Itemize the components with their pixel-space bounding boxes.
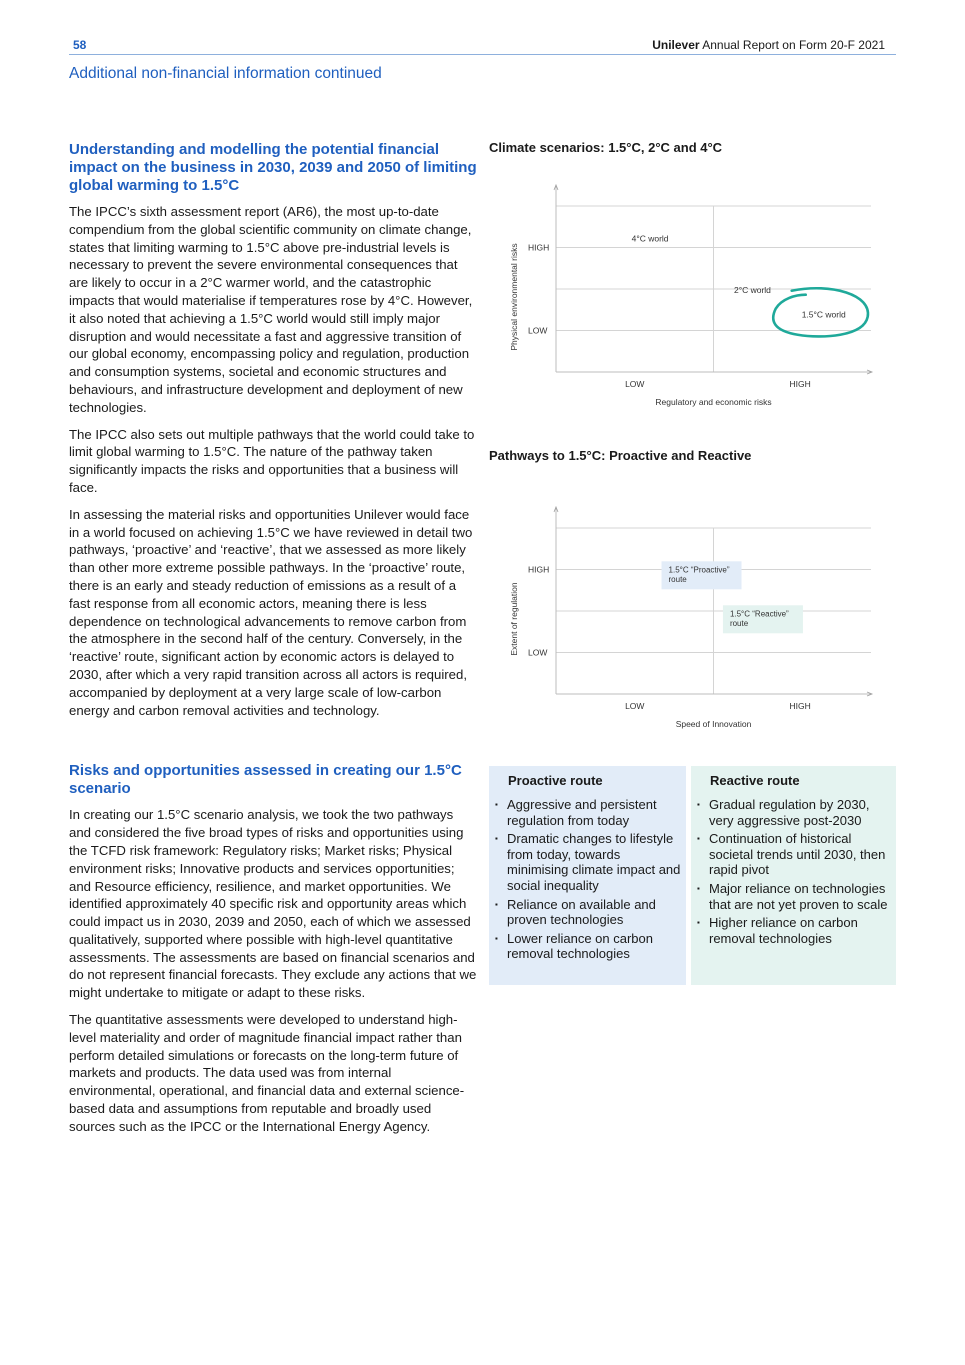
section-label: Additional non-financial information continued: [69, 65, 382, 82]
chart1-title: Climate scenarios: 1.5°C, 2°C and 4°C: [489, 140, 723, 155]
chart2-title: Pathways to 1.5°C: Proactive and Reactive: [489, 448, 752, 463]
pathways-chart: [489, 500, 889, 736]
x-axis-label: Speed of Innovation: [675, 719, 752, 729]
y-tick-label: HIGH: [528, 564, 550, 575]
route-label: route: [668, 574, 687, 584]
list-item: ▪ Dramatic changes to lifestyle from today, towards minimising climate impact and social inequality: [495, 831, 682, 893]
list-item: ▪ Major reliance on technologies that are not yet proven to scale: [697, 881, 892, 912]
page-number: 58: [73, 38, 87, 52]
paragraph: In creating our 1.5°C scenario analysis, we took the two pathways and considered the five broad types of risks and opportunities using the TCFD risk framework: Regulatory risks; Market risks; Physical environment risks; Innovative products and services opportunities; and Resource efficiency, resilience, and market opportunities. We identified approximately 40 specific risk and opportunity areas which could impact us in 2030, 2039 and 2050, each of which we assessed qualitatively, supported where possible with high-level quantitative assessments. The assessments are based on financial scenarios and do not represent financial forecasts. They exclude any actions that we might undertake to mitigate or adapt to these risks.: [69, 807, 477, 1001]
y-axis-label: Physical environmental risks: [509, 243, 519, 351]
proactive-route-title: Proactive route: [508, 773, 603, 788]
proactive-route-box: [489, 766, 686, 985]
list-item: ▪ Lower reliance on carbon removal technologies: [495, 931, 682, 962]
reactive-route-list: [697, 797, 892, 949]
y-axis-label: Extent of regulation: [509, 582, 519, 656]
x-tick-label: HIGH: [789, 701, 811, 711]
x-tick-label: HIGH: [789, 379, 811, 389]
paragraph: The IPCC’s sixth assessment report (AR6), the most up-to-date compendium from the global scientific community on climate change, states that limiting warming to 1.5°C above pre-industrial levels is necessary to prevent the severe environmental consequences that are likely to occur in a 2°C warmer world, and the catastrophic impacts that would materialise if temperatures rose by 4°C. However, it also noted that achieving a 1.5°C world would still imply major disruption and would necessitate a fast and aggressive transition of our global economy, encompassing policy and regulation, production and consumption systems, societal and economic structures and behaviours, and infrastructure development and deployment of new technologies.: [69, 204, 473, 415]
report-name: Annual Report on Form 20-F 2021: [702, 38, 885, 52]
point-label: 2°C world: [733, 284, 771, 295]
route-label: 1.5°C “Proactive”: [668, 565, 730, 575]
reactive-route-box: [691, 766, 896, 985]
proactive-route-list: [495, 797, 682, 965]
point-label: 1.5°C world: [801, 309, 846, 320]
x-axis-label: Regulatory and economic risks: [655, 397, 772, 407]
list-item: ▪ Higher reliance on carbon removal technologies: [697, 915, 892, 946]
paragraph: The quantitative assessments were developed to understand high-level materiality and order of magnitude financial impact rather than perform detailed simulations or forecasts on the long-term future of markets and products. The data used was from internal environmental, operational, and financial data and external science-based data and assumptions from reputable and broadly used sources such as the IPCC or the International Energy Agency.: [69, 1012, 465, 1134]
list-item: ▪ Aggressive and persistent regulation from today: [495, 797, 682, 828]
route-label: 1.5°C “Reactive”: [729, 609, 789, 619]
list-item: ▪ Continuation of historical societal trends until 2030, then rapid pivot: [697, 831, 892, 878]
reactive-route-title: Reactive route: [710, 773, 800, 788]
y-tick-label: HIGH: [528, 242, 550, 253]
company-name: Unilever: [652, 38, 700, 52]
paragraph: The IPCC also sets out multiple pathways that the world could take to limit global warming to 1.5°C. The nature of the pathway taken significantly impacts the risks and opportunities that a business will face.: [69, 426, 475, 495]
heading-risks-opportunities: Risks and opportunities assessed in creating our 1.5°C scenario: [69, 762, 462, 798]
left-column: [69, 141, 477, 1145]
x-tick-label: LOW: [625, 701, 645, 711]
paragraph: In assessing the material risks and opportunities Unilever would face in a world focused on achieving 1.5°C we have reviewed in detail two pathways, ‘proactive’ and ‘reactive’, that we assessed as more likely than other more extreme possible pathways. In the ‘proactive’ route, there is an early and steady reduction of emissions as a result of a fast response from all economic actors, meaning there is less dependence on technological advancements to remove carbon from the atmosphere in the second half of the century. Conversely, in the ‘reactive’ route, significant action by economic actors is delayed to 2030, after which a very rapid transition across all actors is required, accompanied by deployment at a very large scale of low-carbon energy and carbon removal activities and technology.: [69, 506, 473, 718]
climate-scenarios-chart: [489, 178, 889, 414]
list-item: ▪ Reliance on available and proven technologies: [495, 897, 682, 928]
header-divider: [69, 54, 896, 55]
point-label: 4°C world: [631, 233, 669, 244]
y-tick-label: LOW: [528, 325, 548, 336]
heading-financial-impact: Understanding and modelling the potential financial impact on the business in 2030, 2039 and 2050 of limiting global warming to 1.5°C: [69, 141, 477, 194]
list-item: ▪ Gradual regulation by 2030, very aggressive post-2030: [697, 797, 892, 828]
x-tick-label: LOW: [625, 379, 645, 389]
y-tick-label: LOW: [528, 647, 548, 658]
route-label: route: [729, 618, 749, 628]
report-title: [652, 38, 885, 52]
